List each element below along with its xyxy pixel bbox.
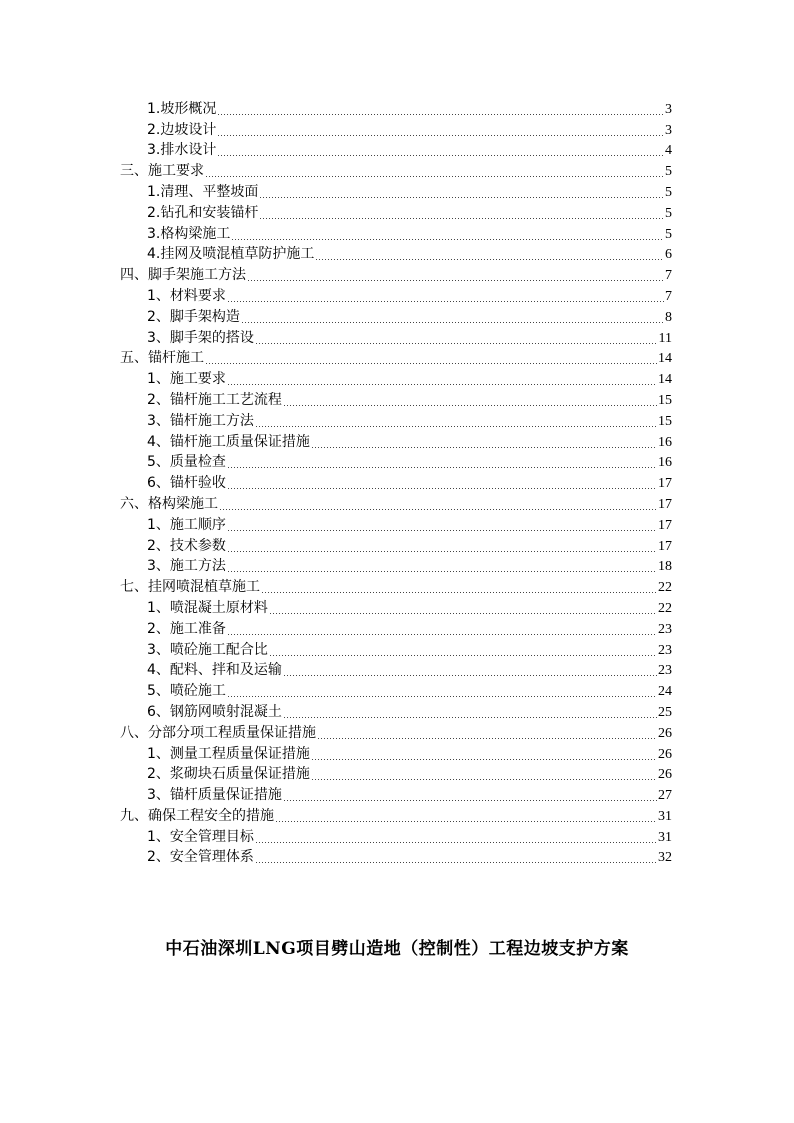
dot-leader: [283, 800, 657, 801]
toc-subsection-entry[interactable]: [0, 388, 794, 409]
toc-entry-label: 6、钢筋网喷射混凝土: [147, 703, 282, 720]
toc-entry-page-number: 6: [665, 247, 672, 263]
toc-entry-page-number: 23: [658, 642, 672, 658]
toc-entry-label: 1、测量工程质量保证措施: [147, 745, 310, 762]
toc-entry-page-number: 31: [658, 829, 672, 845]
toc-entry-label: 1、喷混凝土原材料: [147, 599, 268, 616]
toc-entry-page-number: 32: [658, 850, 672, 866]
toc-subsection-entry[interactable]: [0, 222, 794, 243]
dot-leader: [227, 634, 657, 635]
dot-leader: [255, 426, 657, 427]
toc-subsection-entry[interactable]: [0, 305, 794, 326]
dot-leader: [311, 779, 657, 780]
dot-leader: [261, 592, 657, 593]
dot-leader: [217, 135, 664, 136]
toc-entry-label: 3、喷砼施工配合比: [147, 641, 268, 658]
toc-subsection-entry[interactable]: [0, 659, 794, 680]
toc-entry-label: 1、材料要求: [147, 287, 226, 304]
toc-entry-page-number: 5: [665, 205, 672, 221]
toc-entry-page-number: 26: [658, 767, 672, 783]
dot-leader: [205, 176, 664, 177]
toc-entry-label: 2.钻孔和安装锚杆: [147, 204, 259, 221]
toc-subsection-entry[interactable]: [0, 243, 794, 264]
dot-leader: [259, 218, 664, 219]
toc-entry-label: 1.清理、平整坡面: [147, 183, 259, 200]
toc-entry-page-number: 27: [658, 788, 672, 804]
toc-subsection-entry[interactable]: [0, 742, 794, 763]
toc-entry-label: 2、浆砌块石质量保证措施: [147, 766, 310, 783]
dot-leader: [227, 571, 657, 572]
toc-entry-label: 四、脚手架施工方法: [120, 267, 246, 284]
dot-leader: [255, 842, 657, 843]
toc-subsection-entry[interactable]: [0, 430, 794, 451]
toc-entry-page-number: 3: [665, 122, 672, 138]
dot-leader: [269, 655, 657, 656]
dot-leader: [255, 343, 658, 344]
toc-subsection-entry[interactable]: [0, 139, 794, 160]
dot-leader: [283, 405, 657, 406]
toc-entry-page-number: 18: [658, 559, 672, 575]
toc-entry-label: 1、施工要求: [147, 371, 226, 388]
dot-leader: [217, 155, 664, 156]
toc-entry-page-number: 5: [665, 184, 672, 200]
toc-subsection-entry[interactable]: [0, 534, 794, 555]
toc-entry-label: 3.排水设计: [147, 142, 217, 159]
toc-entry-label: 三、施工要求: [120, 163, 204, 180]
toc-entry-page-number: 31: [658, 808, 672, 824]
toc-entry-label: 3、施工方法: [147, 558, 226, 575]
dot-leader: [205, 363, 657, 364]
toc-entry-label: 五、锚杆施工: [120, 350, 204, 367]
toc-section-entry[interactable]: [0, 721, 794, 742]
toc-entry-page-number: 3: [665, 101, 672, 117]
dot-leader: [227, 551, 657, 552]
toc-subsection-entry[interactable]: [0, 326, 794, 347]
toc-entry-label: 2、锚杆施工工艺流程: [147, 391, 282, 408]
toc-subsection-entry[interactable]: [0, 555, 794, 576]
toc-entry-label: 3.格构梁施工: [147, 225, 231, 242]
toc-entry-page-number: 17: [658, 476, 672, 492]
toc-subsection-entry[interactable]: [0, 825, 794, 846]
toc-entry-label: 2、技术参数: [147, 537, 226, 554]
toc-entry-label: 2、施工准备: [147, 620, 226, 637]
toc-subsection-entry[interactable]: [0, 409, 794, 430]
toc-entry-label: 七、挂网喷混植草施工: [120, 579, 260, 596]
dot-leader: [227, 467, 657, 468]
toc-subsection-entry[interactable]: [0, 367, 794, 388]
dot-leader: [283, 717, 657, 718]
toc-entry-label: 八、分部分项工程质量保证措施: [120, 724, 316, 741]
toc-entry-page-number: 4: [665, 143, 672, 159]
toc-entry-page-number: 5: [665, 164, 672, 180]
toc-entry-label: 六、格构梁施工: [120, 495, 218, 512]
toc-subsection-entry[interactable]: [0, 201, 794, 222]
toc-entry-label: 5、喷砼施工: [147, 683, 226, 700]
toc-entry-page-number: 23: [658, 663, 672, 679]
dot-leader: [311, 759, 657, 760]
toc-entry-label: 3、脚手架的搭设: [147, 329, 254, 346]
dot-leader: [227, 384, 657, 385]
toc-entry-page-number: 26: [658, 746, 672, 762]
toc-entry-label: 3、锚杆质量保证措施: [147, 787, 282, 804]
toc-subsection-entry[interactable]: [0, 846, 794, 867]
dot-leader: [247, 280, 664, 281]
dot-leader: [227, 696, 657, 697]
toc-section-entry[interactable]: [0, 575, 794, 596]
toc-entry-page-number: 16: [658, 455, 672, 471]
toc-subsection-entry[interactable]: [0, 638, 794, 659]
toc-subsection-entry[interactable]: [0, 284, 794, 305]
toc-entry-page-number: 22: [658, 600, 672, 616]
dot-leader: [269, 613, 657, 614]
toc-subsection-entry[interactable]: [0, 513, 794, 534]
toc-entry-page-number: 8: [665, 309, 672, 325]
toc-entry-label: 4、配料、拌和及运输: [147, 662, 282, 679]
toc-subsection-entry[interactable]: [0, 180, 794, 201]
toc-section-entry[interactable]: [0, 492, 794, 513]
toc-entry-page-number: 5: [665, 226, 672, 242]
toc-entry-page-number: 26: [658, 725, 672, 741]
dot-leader: [227, 488, 657, 489]
toc-entry-page-number: 25: [658, 704, 672, 720]
dot-leader: [311, 447, 657, 448]
dot-leader: [227, 530, 657, 531]
toc-entry-page-number: 17: [658, 538, 672, 554]
toc-entry-label: 3、锚杆施工方法: [147, 412, 254, 429]
toc-subsection-entry[interactable]: [0, 118, 794, 139]
toc-entry-page-number: 14: [658, 351, 672, 367]
toc-entry-label: 4.挂网及喷混植草防护施工: [147, 246, 315, 263]
toc-entry-label: 5、质量检查: [147, 454, 226, 471]
toc-entry-label: 2、脚手架构造: [147, 308, 240, 325]
toc-subsection-entry[interactable]: [0, 451, 794, 472]
toc-subsection-entry[interactable]: [0, 596, 794, 617]
toc-entry-label: 九、确保工程安全的措施: [120, 807, 274, 824]
toc-entry-page-number: 15: [658, 413, 672, 429]
dot-leader: [259, 197, 664, 198]
dot-leader: [217, 114, 664, 115]
dot-leader: [275, 821, 657, 822]
dot-leader: [315, 259, 664, 260]
toc-entry-label: 2、安全管理体系: [147, 849, 254, 866]
toc-entry-page-number: 14: [658, 372, 672, 388]
toc-section-entry[interactable]: [0, 263, 794, 284]
toc-entry-label: 1.坡形概况: [147, 100, 217, 117]
toc-entry-page-number: 11: [658, 330, 672, 346]
dot-leader: [283, 675, 657, 676]
toc-subsection-entry[interactable]: [0, 471, 794, 492]
dot-leader: [219, 509, 657, 510]
toc-entry-page-number: 16: [658, 434, 672, 450]
dot-leader: [231, 239, 664, 240]
dot-leader: [241, 322, 664, 323]
dot-leader: [255, 862, 657, 863]
toc-subsection-entry[interactable]: [0, 700, 794, 721]
toc-subsection-entry[interactable]: [0, 617, 794, 638]
toc-entry-page-number: 24: [658, 684, 672, 700]
toc-entry-page-number: 15: [658, 392, 672, 408]
toc-subsection-entry[interactable]: [0, 783, 794, 804]
dot-leader: [317, 738, 657, 739]
toc-subsection-entry[interactable]: [0, 679, 794, 700]
toc-section-entry[interactable]: [0, 347, 794, 368]
toc-subsection-entry[interactable]: [0, 97, 794, 118]
toc-subsection-entry[interactable]: [0, 763, 794, 784]
toc-entry-page-number: 17: [658, 496, 672, 512]
toc-entry-label: 4、锚杆施工质量保证措施: [147, 433, 310, 450]
toc-entry-label: 1、安全管理目标: [147, 828, 254, 845]
document-title: 中石油深圳LNG项目劈山造地（控制性）工程边坡支护方案: [165, 939, 629, 959]
toc-entry-label: 6、锚杆验收: [147, 475, 226, 492]
toc-entry-label: 2.边坡设计: [147, 121, 217, 138]
toc-entry-page-number: 7: [665, 268, 672, 284]
toc-entry-page-number: 17: [658, 517, 672, 533]
toc-entry-page-number: 7: [665, 288, 672, 304]
table-of-contents: [0, 97, 794, 866]
toc-entry-label: 1、施工顺序: [147, 516, 226, 533]
toc-section-entry[interactable]: [0, 159, 794, 180]
toc-entry-page-number: 22: [658, 580, 672, 596]
toc-section-entry[interactable]: [0, 804, 794, 825]
dot-leader: [227, 301, 664, 302]
toc-entry-page-number: 23: [658, 621, 672, 637]
